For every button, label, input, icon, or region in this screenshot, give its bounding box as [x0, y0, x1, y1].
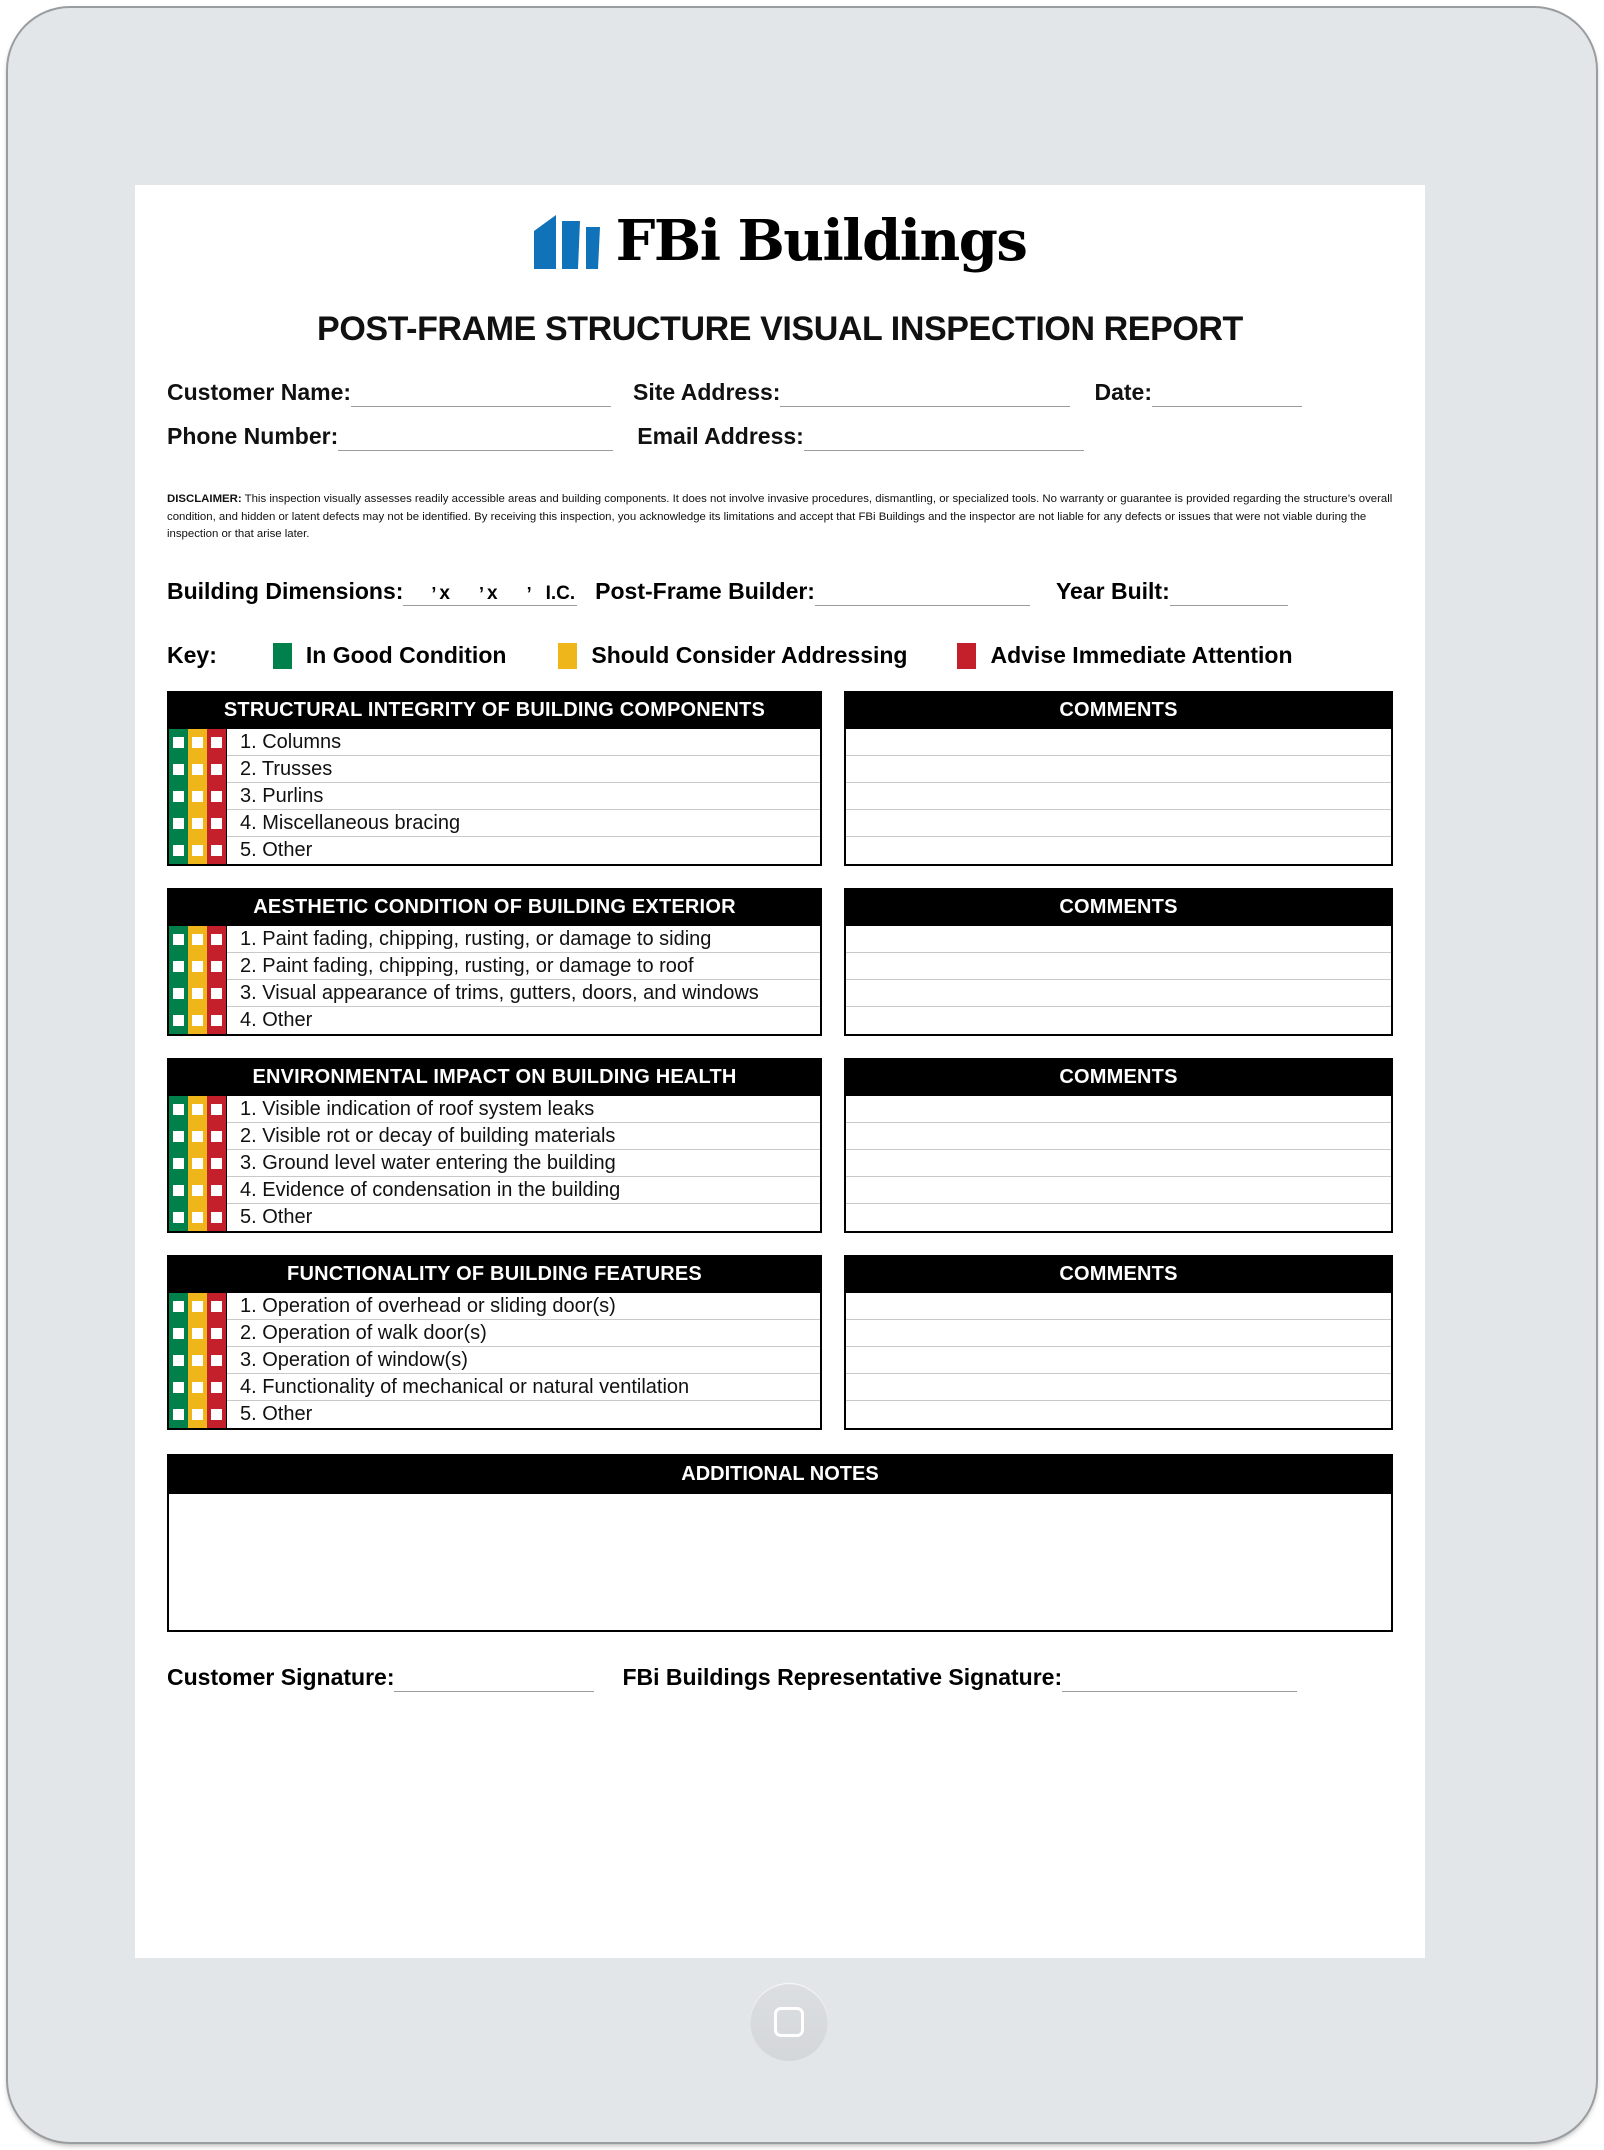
comment-input[interactable] [846, 953, 1391, 980]
rating-checkbox-immediate-attention[interactable] [207, 783, 226, 810]
rating-checkbox-consider-addressing[interactable] [188, 953, 207, 980]
rating-checkbox-immediate-attention[interactable] [207, 837, 226, 864]
checkbox-box-icon [173, 1212, 184, 1223]
checkbox-box-icon [192, 845, 203, 856]
rating-checkbox-consider-addressing[interactable] [188, 1204, 207, 1231]
checkbox-box-icon [173, 1104, 184, 1115]
checkbox-box-icon [192, 1212, 203, 1223]
rating-checkbox-consider-addressing[interactable] [188, 1150, 207, 1177]
column-gap [822, 691, 844, 866]
rating-checkbox-good-condition[interactable] [169, 1150, 188, 1177]
checkbox-box-icon [211, 1212, 222, 1223]
checkbox-box-icon [173, 791, 184, 802]
year-built-field[interactable] [1056, 578, 1288, 606]
checkbox-column-good-condition [169, 1293, 188, 1428]
rating-checkbox-consider-addressing[interactable] [188, 926, 207, 953]
building-dimensions-row [167, 578, 1393, 606]
rating-checkbox-good-condition[interactable] [169, 1347, 188, 1374]
section-checklist-table [167, 1058, 822, 1233]
inspection-report-page [135, 185, 1425, 1958]
rating-checkbox-good-condition[interactable] [169, 1374, 188, 1401]
phone-number-label: Phone Number: [167, 423, 339, 449]
rating-checkbox-good-condition[interactable] [169, 756, 188, 783]
key-label-consider: Should Consider Addressing [591, 642, 908, 669]
rating-checkbox-good-condition[interactable] [169, 837, 188, 864]
rating-checkbox-consider-addressing[interactable] [188, 783, 207, 810]
key-item-good [273, 642, 507, 669]
building-dimensions-label: Building Dimensions: [167, 578, 404, 605]
checklist-item: 5. Other [240, 1403, 313, 1426]
checklist-item-labels [226, 1293, 820, 1428]
checkbox-column-consider-addressing [188, 926, 207, 1034]
checklist-item: 2. Paint fading, chipping, rusting, or damage to roof [227, 953, 820, 980]
comments-header: COMMENTS [846, 1060, 1391, 1096]
checklist-item: 3. Operation of window(s) [227, 1347, 820, 1374]
comment-input[interactable] [846, 926, 1391, 953]
checklist-item: 4. Functionality of mechanical or natural ventilation [227, 1374, 820, 1401]
key-item-immediate [957, 642, 1292, 669]
checkbox-box-icon [173, 1158, 184, 1169]
comments-header: COMMENTS [846, 1257, 1391, 1293]
checklist-item: 3. Ground level water entering the building [227, 1150, 820, 1177]
rating-checkbox-immediate-attention[interactable] [207, 926, 226, 953]
key-label-good: In Good Condition [305, 642, 507, 669]
checkbox-box-icon [173, 845, 184, 856]
checkbox-box-icon [192, 791, 203, 802]
checkbox-box-icon [173, 1301, 184, 1312]
checkbox-box-icon [192, 737, 203, 748]
checkbox-box-icon [173, 1131, 184, 1142]
rating-checkbox-immediate-attention[interactable] [207, 980, 226, 1007]
site-address-label: Site Address: [633, 379, 781, 405]
checkbox-box-icon [173, 1409, 184, 1420]
key-swatch-yellow [558, 643, 577, 669]
date-input[interactable] [1152, 385, 1302, 407]
phone-number-input[interactable] [338, 429, 613, 451]
checkbox-box-icon [192, 1382, 203, 1393]
comment-input[interactable] [846, 1320, 1391, 1347]
checkbox-box-icon [192, 1158, 203, 1169]
rating-checkbox-immediate-attention[interactable] [207, 1347, 226, 1374]
comment-input[interactable] [846, 1150, 1391, 1177]
checkbox-box-icon [173, 1328, 184, 1339]
checklist-item: 1. Paint fading, chipping, rusting, or damage to siding [227, 926, 820, 953]
checkbox-box-icon [192, 764, 203, 775]
comment-input[interactable] [846, 810, 1391, 837]
additional-notes-header: ADDITIONAL NOTES [169, 1456, 1391, 1494]
rating-checkbox-good-condition[interactable] [169, 1204, 188, 1231]
checkbox-box-icon [192, 1131, 203, 1142]
rating-checkbox-immediate-attention[interactable] [207, 729, 226, 756]
checkbox-box-icon [211, 1015, 222, 1026]
checklist-item: 4. Other [240, 1009, 313, 1032]
checklist-item: 2. Operation of walk door(s) [227, 1320, 820, 1347]
brand-logo [167, 185, 1393, 274]
key-label: Key: [167, 642, 217, 669]
rating-checkbox-good-condition[interactable] [169, 810, 188, 837]
checkbox-box-icon [211, 1104, 222, 1115]
customer-name-input[interactable] [351, 385, 611, 407]
rating-checkbox-immediate-attention[interactable] [207, 1320, 226, 1347]
section-checklist-table [167, 888, 822, 1036]
rating-checkbox-good-condition[interactable] [169, 980, 188, 1007]
checkbox-box-icon [211, 988, 222, 999]
checklist-item: 1. Columns [227, 729, 820, 756]
checklist-item: 3. Purlins [227, 783, 820, 810]
rating-checkbox-immediate-attention[interactable] [207, 756, 226, 783]
checkbox-box-icon [211, 1131, 222, 1142]
post-frame-builder-input[interactable] [815, 584, 1030, 606]
checkbox-box-icon [192, 961, 203, 972]
checkbox-box-icon [192, 1409, 203, 1420]
rep-signature-input[interactable] [1062, 1670, 1297, 1692]
section-comments-table [844, 888, 1393, 1036]
rating-checkbox-immediate-attention[interactable] [207, 1401, 226, 1428]
email-address-label: Email Address: [637, 423, 804, 449]
disclaimer-lead: DISCLAIMER: [167, 493, 242, 505]
comment-input[interactable] [846, 1177, 1391, 1204]
rating-checkbox-immediate-attention[interactable] [207, 1007, 226, 1034]
email-address-input[interactable] [804, 429, 1084, 451]
rating-checkbox-good-condition[interactable] [169, 1177, 188, 1204]
page-title: POST-FRAME STRUCTURE VISUAL INSPECTION REPORT [317, 310, 1243, 348]
contact-row-2 [167, 423, 1393, 451]
signature-row [167, 1664, 1393, 1692]
checkbox-column-good-condition [169, 926, 188, 1034]
comment-input[interactable] [846, 1123, 1391, 1150]
checkbox-column-immediate-attention [207, 729, 226, 864]
section-comments-table [844, 1058, 1393, 1233]
checkbox-box-icon [173, 737, 184, 748]
section-title: ENVIRONMENTAL IMPACT ON BUILDING HEALTH [169, 1060, 820, 1096]
key-item-consider [558, 642, 907, 669]
checkbox-box-icon [211, 1301, 222, 1312]
section-comments-table [844, 691, 1393, 866]
tablet-device-frame [8, 8, 1596, 2142]
inspection-section [167, 1255, 1393, 1430]
dim-x-2: x [487, 583, 498, 605]
checklist-item: 2. Visible rot or decay of building materials [227, 1123, 820, 1150]
inspection-sections [167, 691, 1393, 1430]
rating-checkbox-good-condition[interactable] [169, 1123, 188, 1150]
rating-checkbox-consider-addressing[interactable] [188, 837, 207, 864]
inspection-section [167, 1058, 1393, 1233]
checkbox-box-icon [192, 1301, 203, 1312]
checkbox-box-icon [173, 1185, 184, 1196]
building-dimensions-field[interactable] [167, 578, 577, 606]
checkbox-box-icon [173, 961, 184, 972]
comment-input[interactable] [846, 783, 1391, 810]
checkbox-box-icon [173, 1382, 184, 1393]
year-built-input[interactable] [1170, 584, 1288, 606]
comment-input[interactable] [846, 1096, 1391, 1123]
checkbox-box-icon [173, 818, 184, 829]
section-title: AESTHETIC CONDITION OF BUILDING EXTERIOR [169, 890, 820, 926]
rating-checkbox-good-condition[interactable] [169, 1293, 188, 1320]
comment-input[interactable] [846, 1401, 1391, 1428]
checklist-item: 1. Operation of overhead or sliding door(s) [227, 1293, 820, 1320]
checkbox-box-icon [211, 1158, 222, 1169]
rating-checkbox-consider-addressing[interactable] [188, 1347, 207, 1374]
inspection-section [167, 691, 1393, 866]
dim-tick-3: ’ [526, 584, 532, 605]
key-swatch-red [957, 643, 976, 669]
disclaimer-body: This inspection visually assesses readily accessible areas and building components. It does not involve invasive procedures, dismantling, or specialized tools. No warranty or guarantee is provided regarding the structure’s overall condition, and hidden or latent defects may not be identified. By receiving this inspection, you acknowledge its limitations and accept that FBi Buildings and the inspector are not liable for any defects or issues that were not viable during the inspection or that arise later. [167, 493, 1393, 541]
inspection-section [167, 888, 1393, 1036]
additional-notes-block [167, 1454, 1393, 1632]
checklist-item: 4. Miscellaneous bracing [227, 810, 820, 837]
date-field[interactable] [1094, 379, 1302, 407]
customer-name-field[interactable] [167, 379, 611, 407]
checkbox-box-icon [192, 1185, 203, 1196]
customer-signature-label: Customer Signature: [167, 1664, 395, 1691]
checkbox-box-icon [192, 818, 203, 829]
rating-checkbox-consider-addressing[interactable] [188, 1123, 207, 1150]
rating-checkbox-good-condition[interactable] [169, 729, 188, 756]
disclaimer-text [167, 491, 1393, 544]
checklist-item-labels [226, 729, 820, 864]
checkbox-box-icon [211, 1409, 222, 1420]
rating-checkbox-consider-addressing[interactable] [188, 756, 207, 783]
checklist-item-labels [226, 1096, 820, 1231]
site-address-input[interactable] [780, 385, 1070, 407]
checkbox-box-icon [211, 1355, 222, 1366]
rating-checkbox-good-condition[interactable] [169, 1007, 188, 1034]
rating-checkbox-immediate-attention[interactable] [207, 810, 226, 837]
column-gap [822, 1058, 844, 1233]
post-frame-builder-field[interactable] [595, 578, 1030, 606]
checkbox-box-icon [211, 791, 222, 802]
email-address-field[interactable] [637, 423, 1084, 451]
rating-checkbox-immediate-attention[interactable] [207, 1204, 226, 1231]
comment-input[interactable] [846, 1204, 1391, 1231]
section-checklist-table [167, 1255, 822, 1430]
home-button[interactable] [750, 1983, 828, 2061]
legend-key-row [167, 642, 1393, 669]
comment-input[interactable] [846, 1347, 1391, 1374]
rating-checkbox-good-condition[interactable] [169, 1096, 188, 1123]
comments-header: COMMENTS [846, 693, 1391, 729]
checklist-item: 2. Trusses [227, 756, 820, 783]
rating-checkbox-good-condition[interactable] [169, 1320, 188, 1347]
checkbox-column-consider-addressing [188, 1096, 207, 1231]
rating-checkbox-immediate-attention[interactable] [207, 1150, 226, 1177]
additional-notes-input[interactable] [169, 1494, 1391, 1630]
key-swatch-green [273, 643, 292, 669]
checkbox-column-good-condition [169, 1096, 188, 1231]
checklist-item: 5. Other [240, 1206, 313, 1229]
comment-input[interactable] [846, 1374, 1391, 1401]
rep-signature-label: FBi Buildings Representative Signature: [622, 1664, 1063, 1691]
checkbox-box-icon [192, 1015, 203, 1026]
checklist-item: 5. Other [240, 839, 313, 862]
checkbox-box-icon [211, 1185, 222, 1196]
year-built-label: Year Built: [1055, 578, 1170, 605]
rating-checkbox-good-condition[interactable] [169, 1401, 188, 1428]
comment-input[interactable] [846, 756, 1391, 783]
checkbox-box-icon [211, 845, 222, 856]
rating-checkbox-good-condition[interactable] [169, 783, 188, 810]
post-frame-builder-label: Post-Frame Builder: [595, 578, 815, 605]
checkbox-box-icon [192, 934, 203, 945]
dim-tick-2: ’ [478, 584, 484, 605]
checkbox-column-consider-addressing [188, 729, 207, 864]
rating-checkbox-consider-addressing[interactable] [188, 729, 207, 756]
key-label-immediate: Advise Immediate Attention [990, 642, 1293, 669]
comment-input[interactable] [846, 1293, 1391, 1320]
rating-checkbox-consider-addressing[interactable] [188, 1320, 207, 1347]
checklist-item: 1. Visible indication of roof system leaks [227, 1096, 820, 1123]
phone-number-field[interactable] [167, 423, 613, 451]
dim-tick-1: ’ [431, 584, 437, 605]
checkbox-box-icon [211, 1382, 222, 1393]
rating-checkbox-consider-addressing[interactable] [188, 1177, 207, 1204]
rating-checkbox-immediate-attention[interactable] [207, 1293, 226, 1320]
checkbox-box-icon [211, 961, 222, 972]
checkbox-box-icon [173, 934, 184, 945]
checkbox-box-icon [192, 988, 203, 999]
site-address-field[interactable] [633, 379, 1070, 407]
checkbox-box-icon [211, 737, 222, 748]
rating-checkbox-good-condition[interactable] [169, 953, 188, 980]
customer-signature-field[interactable] [167, 1664, 594, 1692]
comments-header: COMMENTS [846, 890, 1391, 926]
rating-checkbox-immediate-attention[interactable] [207, 953, 226, 980]
contact-row-1 [167, 379, 1393, 407]
dim-ic-label: I.C. [545, 583, 576, 605]
rating-checkbox-consider-addressing[interactable] [188, 1293, 207, 1320]
checkbox-box-icon [211, 764, 222, 775]
rating-checkbox-immediate-attention[interactable] [207, 1096, 226, 1123]
section-comments-table [844, 1255, 1393, 1430]
rating-checkbox-good-condition[interactable] [169, 926, 188, 953]
rating-checkbox-consider-addressing[interactable] [188, 1007, 207, 1034]
comment-input[interactable] [846, 729, 1391, 756]
column-gap [822, 1255, 844, 1430]
comment-input[interactable] [846, 980, 1391, 1007]
dim-x-1: x [439, 583, 450, 605]
rating-checkbox-consider-addressing[interactable] [188, 1401, 207, 1428]
rating-checkbox-consider-addressing[interactable] [188, 980, 207, 1007]
checkbox-column-immediate-attention [207, 1096, 226, 1231]
building-dimensions-input[interactable] [403, 580, 577, 606]
section-checklist-table [167, 691, 822, 866]
comment-input[interactable] [846, 1007, 1391, 1034]
rating-checkbox-immediate-attention[interactable] [207, 1177, 226, 1204]
checkbox-column-good-condition [169, 729, 188, 864]
checkbox-column-immediate-attention [207, 1293, 226, 1428]
column-gap [822, 888, 844, 1036]
section-title: FUNCTIONALITY OF BUILDING FEATURES [169, 1257, 820, 1293]
checkbox-box-icon [211, 934, 222, 945]
section-title: STRUCTURAL INTEGRITY OF BUILDING COMPONENTS [169, 693, 820, 729]
checkbox-box-icon [173, 1015, 184, 1026]
checkbox-box-icon [211, 818, 222, 829]
rep-signature-field[interactable] [622, 1664, 1297, 1692]
checkbox-box-icon [192, 1355, 203, 1366]
checkbox-box-icon [173, 764, 184, 775]
rating-checkbox-immediate-attention[interactable] [207, 1374, 226, 1401]
brand-logo-text: FBi Buildings [615, 208, 1027, 274]
home-square-icon [774, 2007, 804, 2037]
rating-checkbox-consider-addressing[interactable] [188, 1096, 207, 1123]
rating-checkbox-consider-addressing[interactable] [188, 1374, 207, 1401]
checkbox-box-icon [173, 988, 184, 999]
checkbox-box-icon [173, 1355, 184, 1366]
checkbox-box-icon [192, 1328, 203, 1339]
date-label: Date: [1094, 379, 1152, 405]
checklist-item: 4. Evidence of condensation in the building [227, 1177, 820, 1204]
checkbox-box-icon [211, 1328, 222, 1339]
checklist-item: 3. Visual appearance of trims, gutters, doors, and windows [227, 980, 820, 1007]
comment-input[interactable] [846, 837, 1391, 864]
tablet-screen [135, 185, 1425, 1958]
customer-signature-input[interactable] [394, 1670, 594, 1692]
customer-name-label: Customer Name: [167, 379, 352, 405]
checkbox-column-immediate-attention [207, 926, 226, 1034]
fbi-buildings-bars-icon [534, 215, 604, 269]
checkbox-column-consider-addressing [188, 1293, 207, 1428]
checklist-item-labels [226, 926, 820, 1034]
rating-checkbox-consider-addressing[interactable] [188, 810, 207, 837]
rating-checkbox-immediate-attention[interactable] [207, 1123, 226, 1150]
checkbox-box-icon [192, 1104, 203, 1115]
